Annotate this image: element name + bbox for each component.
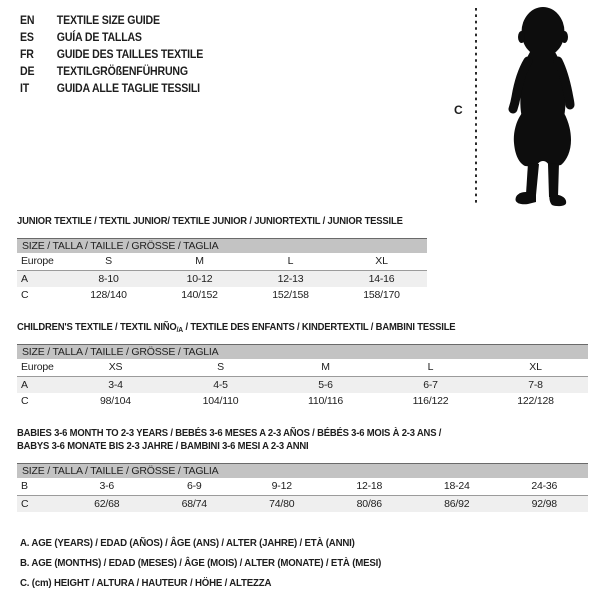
size-table	[17, 238, 427, 304]
table-title	[17, 427, 531, 453]
table-title-line	[17, 321, 531, 334]
table-cell: 80/86	[356, 498, 382, 510]
table-cell: 4-5	[213, 379, 228, 391]
language-list	[20, 13, 203, 98]
size-table	[17, 344, 588, 410]
language-code: EN	[20, 15, 35, 27]
table-cell: 104/110	[202, 395, 239, 407]
table-cell: 24-36	[531, 480, 558, 492]
table-cell: XL	[529, 361, 542, 373]
table-cell: 12-18	[356, 480, 383, 492]
table-cell: XL	[375, 255, 388, 267]
table-title	[17, 215, 531, 228]
table-cell: 6-9	[186, 480, 202, 492]
table-title-segment: /A	[176, 325, 184, 334]
row-label-cell: C	[21, 289, 29, 301]
table-row	[17, 376, 588, 393]
language-label: TEXTILE SIZE GUIDE	[56, 15, 160, 27]
language-label: TEXTILGRÖßENFÜHRUNG	[56, 66, 188, 78]
footnotes	[20, 533, 381, 593]
table-cell: 152/158	[272, 289, 309, 301]
language-label: GUIDA ALLE TAGLIE TESSILI	[56, 83, 200, 95]
row-label-cell: A	[21, 273, 28, 285]
table-cell: 158/170	[363, 289, 400, 301]
table-cell: 68/74	[181, 498, 207, 510]
table-title-line	[17, 427, 531, 440]
footnote-line: B. AGE (MONTHS) / EDAD (MESES) / ÂGE (MOIS) / ALTER (MONATE) / ETÀ (MESI)	[20, 557, 382, 569]
row-label-cell: A	[21, 379, 28, 391]
table-cell: L	[427, 361, 434, 373]
table-cell: 110/116	[308, 395, 343, 407]
table-title-segment: CHILDREN'S TEXTILE / TEXTIL NIÑO	[17, 321, 177, 333]
figure-measure-label: C	[454, 103, 463, 117]
table-row	[17, 478, 588, 495]
table-row	[17, 287, 427, 304]
language-item	[20, 47, 203, 64]
table-cell: 98/104	[100, 395, 131, 407]
language-item	[20, 64, 203, 81]
table-cell: 10-12	[186, 273, 213, 285]
table-cell: 62/68	[94, 498, 120, 510]
table-header-bar: SIZE / TALLA / TAILLE / GRÖSSE / TAGLIA	[17, 345, 588, 359]
table-title-line	[17, 440, 531, 453]
language-code: FR	[20, 49, 34, 61]
table-title-segment: / TEXTILE DES ENFANTS / KINDERTEXTIL / BAMBINI TESSILE	[183, 321, 456, 333]
footnote-line: A. AGE (YEARS) / EDAD (AÑOS) / ÂGE (ANS) / ALTER (JAHRE) / ETÀ (ANNI)	[20, 537, 355, 549]
language-label: GUIDE DES TAILLES TEXTILE	[56, 49, 204, 61]
table-row	[17, 253, 427, 270]
table-cell: 8-10	[98, 273, 119, 285]
table-cell: L	[287, 255, 294, 267]
row-label-cell: C	[21, 498, 29, 510]
table-cell: 74/80	[269, 498, 295, 510]
table-cell: XS	[108, 361, 123, 373]
table-cell: 3-4	[108, 379, 123, 391]
size-table-section	[17, 427, 588, 512]
language-item	[20, 13, 203, 30]
table-title-segment: BABIES 3-6 MONTH TO 2-3 YEARS / BEBÉS 3-6 MESES A 2-3 AÑOS / BÉBÉS 3-6 MOIS À 2-3 ANS /	[17, 427, 442, 439]
table-row	[17, 270, 427, 287]
row-label-cell: Europe	[21, 361, 54, 373]
size-table-section	[17, 321, 588, 410]
table-title-segment: JUNIOR TEXTILE / TEXTIL JUNIOR/ TEXTILE JUNIOR / JUNIORTEXTIL / JUNIOR TESSILE	[17, 215, 403, 227]
table-cell: M	[321, 361, 330, 373]
size-table	[17, 463, 588, 512]
table-cell: S	[105, 255, 112, 267]
table-title	[17, 321, 531, 334]
table-header-bar: SIZE / TALLA / TAILLE / GRÖSSE / TAGLIA	[17, 239, 427, 253]
table-cell: 116/122	[412, 395, 449, 407]
language-item	[20, 81, 203, 98]
language-code: IT	[20, 83, 30, 95]
table-cell: 12-13	[277, 273, 304, 285]
table-cell: 92/98	[531, 498, 557, 510]
language-item	[20, 30, 203, 47]
table-cell: 18-24	[443, 480, 470, 492]
table-cell: 9-12	[271, 480, 292, 492]
row-label-cell: C	[21, 395, 29, 407]
size-tables	[17, 215, 588, 529]
table-cell: 5-6	[318, 379, 333, 391]
table-cell: 7-8	[528, 379, 543, 391]
baby-silhouette-icon	[487, 5, 597, 210]
height-dashed-line	[474, 8, 478, 206]
table-title-line	[17, 215, 531, 228]
row-label-cell: B	[21, 480, 28, 492]
table-row	[17, 359, 588, 376]
language-label: GUÍA DE TALLAS	[56, 32, 142, 44]
table-cell: 140/152	[181, 289, 218, 301]
table-cell: 6-7	[423, 379, 438, 391]
table-cell: 14-16	[368, 273, 395, 285]
table-cell: 3-6	[99, 480, 115, 492]
table-cell: 128/140	[90, 289, 127, 301]
language-code: ES	[20, 32, 34, 44]
table-cell: 86/92	[444, 498, 470, 510]
table-cell: S	[217, 361, 224, 373]
table-cell: 122/128	[517, 395, 554, 407]
table-title-segment: BABYS 3-6 MONATE BIS 2-3 JAHRE / BAMBINI 3-6 MESI A 2-3 ANNI	[17, 440, 309, 452]
table-header-bar: SIZE / TALLA / TAILLE / GRÖSSE / TAGLIA	[17, 464, 588, 478]
table-row	[17, 495, 588, 512]
size-table-section	[17, 215, 588, 304]
table-row	[17, 393, 588, 410]
table-cell: M	[195, 255, 204, 267]
footnote-line: C. (cm) HEIGHT / ALTURA / HAUTEUR / HÖHE / ALTEZZA	[20, 577, 272, 589]
language-code: DE	[20, 66, 35, 78]
row-label-cell: Europe	[21, 255, 54, 267]
